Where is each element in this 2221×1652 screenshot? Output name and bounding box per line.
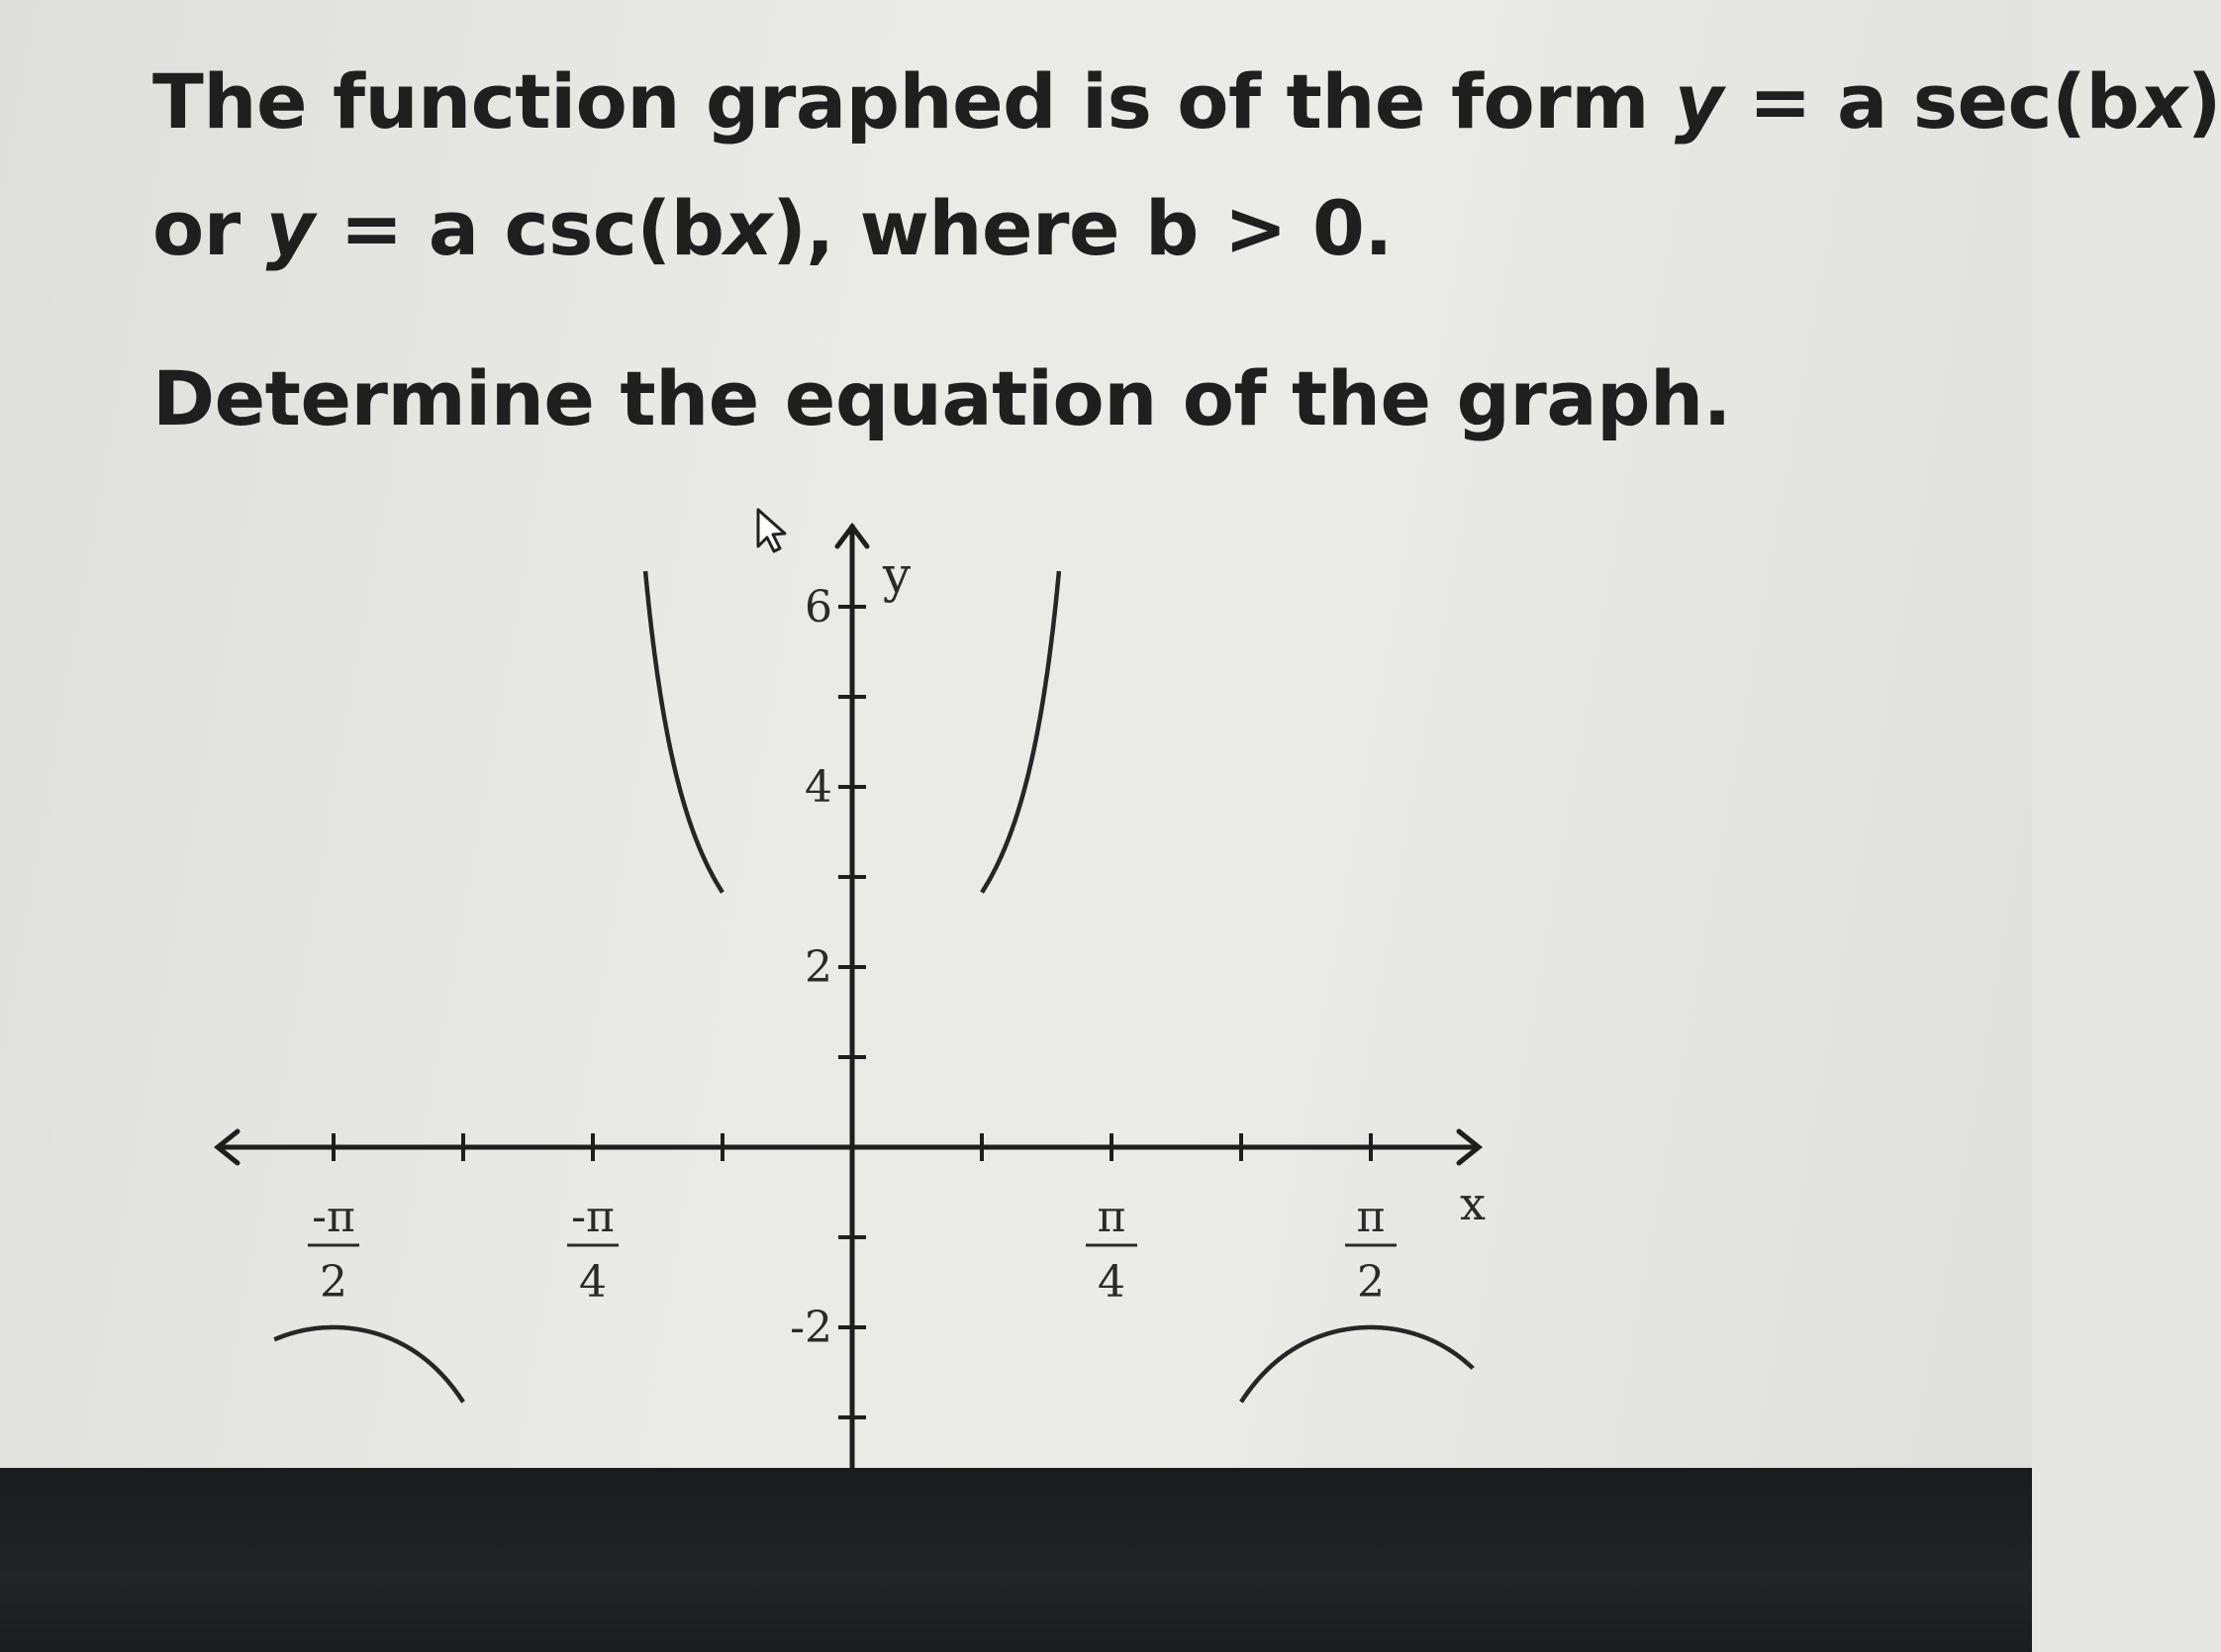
x-tick-label-denominator: 4 [578,1257,607,1308]
csc-form-text: = a csc(b [314,184,724,272]
question-text: The function graphed is of the form [152,57,1675,146]
y-tick-label: 4 [805,762,832,813]
y-tick-label: -2 [790,1303,832,1353]
sec-form-text: = a sec(b [1722,57,2140,146]
variable-y: y [1674,57,1723,146]
closing-paren: ) [2186,57,2221,146]
x-tick-label-numerator: -π [312,1192,355,1242]
variable-x: x [724,184,773,272]
variable-x: x [2139,57,2187,146]
x-tick-label-numerator: π [1356,1192,1386,1242]
monitor-bezel [0,1468,2032,1652]
variable-y: y [265,184,315,272]
x-tick-label-denominator: 2 [319,1257,347,1308]
y-tick-label: 2 [805,942,832,993]
y-axis-label: y [882,546,912,604]
x-tick-label-denominator: 2 [1357,1257,1386,1308]
or-text: or [152,184,266,272]
x-axis-label: x [1460,1177,1486,1230]
y-tick-label: 6 [805,582,832,632]
x-tick-label-numerator: -π [571,1192,615,1242]
x-tick-label-denominator: 4 [1098,1257,1126,1308]
condition-text: ), where b > 0. [772,184,1393,272]
x-tick-label-numerator: π [1097,1192,1126,1242]
question-prompt: Determine the equation of the graph. [152,354,1731,442]
